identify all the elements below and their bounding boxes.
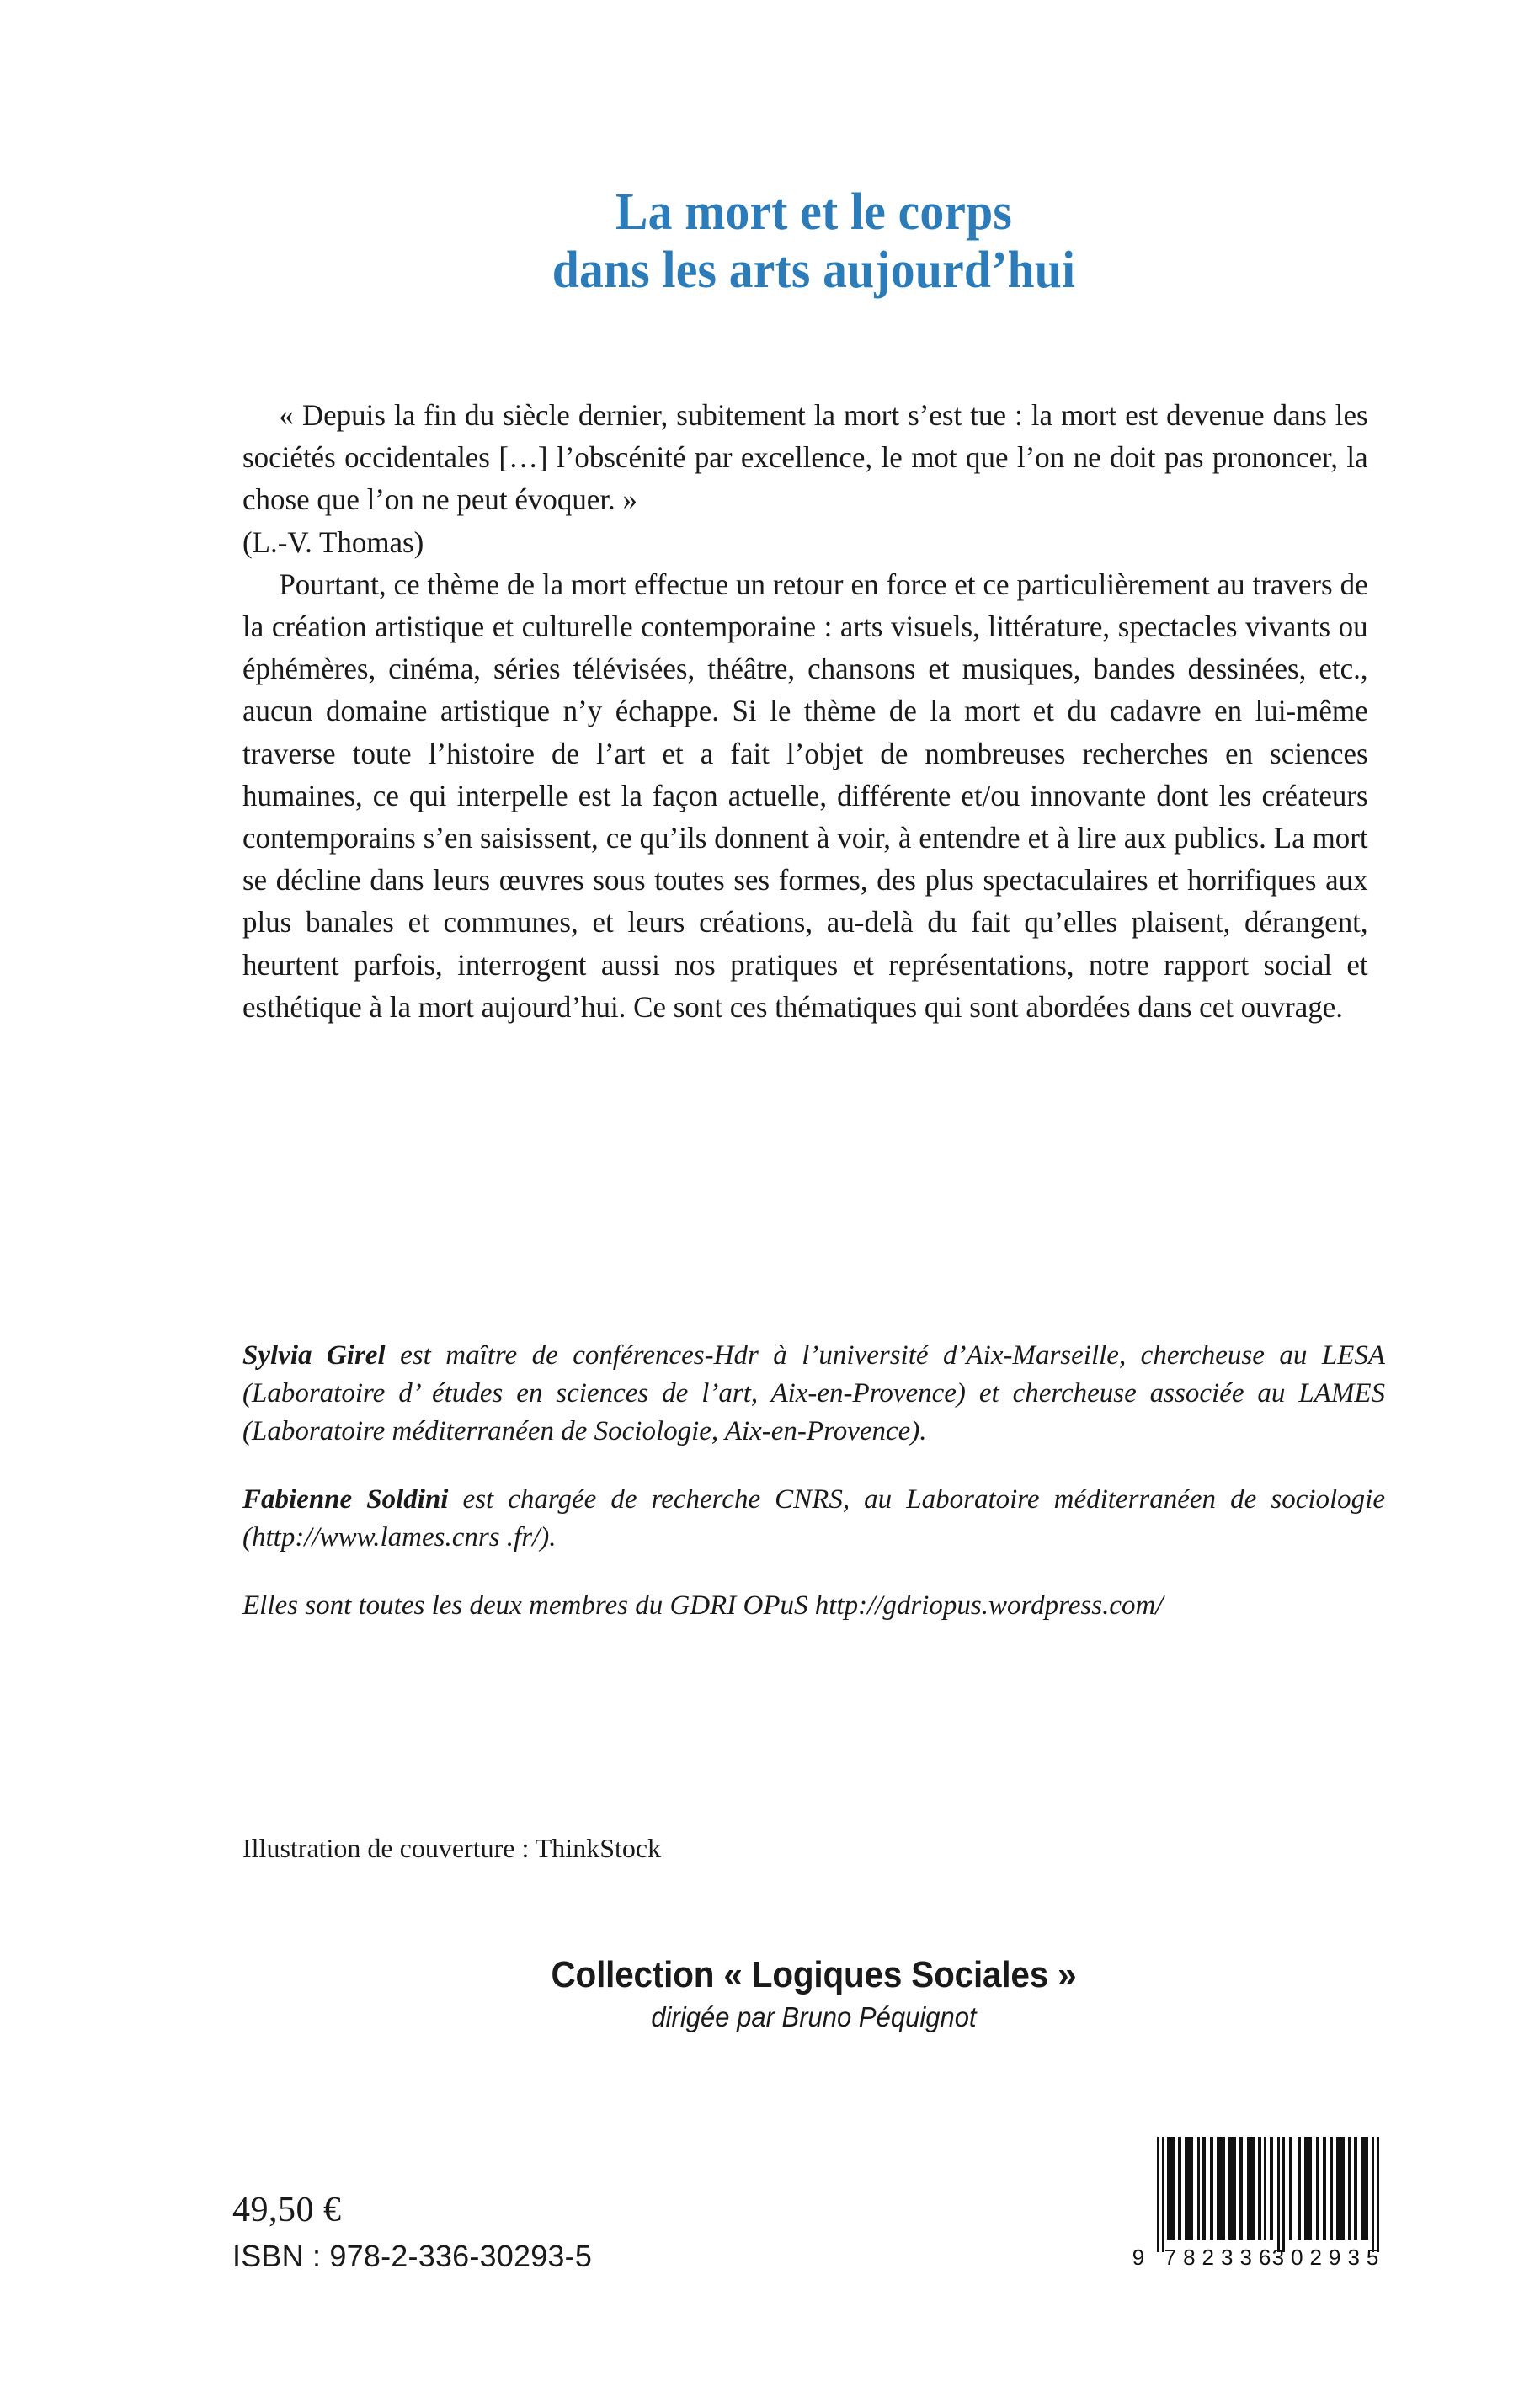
- barcode-right-group: 302935: [1271, 2245, 1386, 2270]
- author-bio-fabienne-soldini: [242, 1481, 1385, 1557]
- blurb-quote: « Depuis la fin du siècle dernier, subitement la mort s’est tue : la mort est devenue dans les sociétés occidentales […] l’obscénité par excellence, le mot que l’on ne doit pas prononcer, la chose que l’on ne peut évoquer. »: [242, 398, 1368, 517]
- collection-title: Collection « Logiques Sociales »: [551, 1954, 1077, 1995]
- collection-block: [242, 1953, 1385, 2036]
- author-description-fabienne-soldini: est chargée de recherche CNRS, au Laboratoire méditerranéen de sociologie (http://www.lames.cnrs .fr/).: [242, 1484, 1385, 1552]
- barcode-left-group: 782336: [1164, 2245, 1278, 2270]
- author-name-fabienne-soldini: Fabienne Soldini: [242, 1484, 449, 1515]
- barcode-svg: [1120, 2130, 1386, 2282]
- book-title-line-2: dans les arts aujourd’hui: [552, 242, 1076, 300]
- ean13-barcode: [1120, 2130, 1386, 2282]
- author-name-sylvia-girel: Sylvia Girel: [242, 1340, 386, 1371]
- book-title: [242, 184, 1385, 301]
- authors-joint-note: Elles sont toutes les deux membres du GDRI OPuS http://gdriopus.wordpress.com/: [242, 1590, 1164, 1621]
- barcode-lead-digit: 9: [1132, 2245, 1145, 2270]
- barcode-bars: [1157, 2137, 1379, 2252]
- cover-illustration-credit: Illustration de couverture : ThinkStock: [242, 1833, 662, 1863]
- book-title-line-1: La mort et le corps: [615, 184, 1013, 241]
- blurb-paragraph: Pourtant, ce thème de la mort effectue un retour en force et ce particulièrement au travers de la création artistique et culturelle contemporaine : arts visuels, littérature, spectacles vivants ou éphémères, cinéma, séries télévisées, théâtre, chansons et musiques, bandes dessinées, etc., aucun domaine artistique n’y échappe. Si le thème de la mort et du cadavre en lui-même traverse toute l’histoire de l’art et a fait l’objet de nombreuses recherches en sciences humaines, ce qui interpelle est la façon actuelle, différente et/ou innovante dont les créateurs contemporains s’en saisissent, ce qu’ils donnent à voir, à entendre et à lire aux publics. La mort se décline dans leurs œuvres sous toutes ses formes, des plus spectaculaires et horrifiques aux plus banales et communes, et leurs créations, au-delà du fait qu’elles plaisent, dérangent, heurtent parfois, interrogent aussi nos pratiques et représentations, notre rapport social et esthétique à la mort aujourd’hui. Ce sont ces thématiques qui sont abordées dans cet ouvrage.: [242, 567, 1368, 1024]
- blurb-quote-attribution: (L.-V. Thomas): [242, 525, 424, 559]
- author-description-sylvia-girel: est maître de conférences-Hdr à l’université d’Aix-Marseille, chercheuse au LESA (Laboratoire d’ études en sciences de l’art, Aix-en-Provence) et chercheuse associée au LAMES (Laboratoire méditerranéen de Sociologie, Aix-en-Provence).: [242, 1340, 1385, 1446]
- blurb-section: [242, 394, 1385, 1028]
- price-label: 49,50 €: [232, 2191, 342, 2229]
- author-bio-sylvia-girel: [242, 1337, 1385, 1451]
- author-bios: [242, 1337, 1385, 1625]
- isbn-label: ISBN : 978-2-336-30293-5: [232, 2239, 593, 2273]
- collection-subtitle: dirigée par Bruno Péquignot: [651, 2001, 977, 2033]
